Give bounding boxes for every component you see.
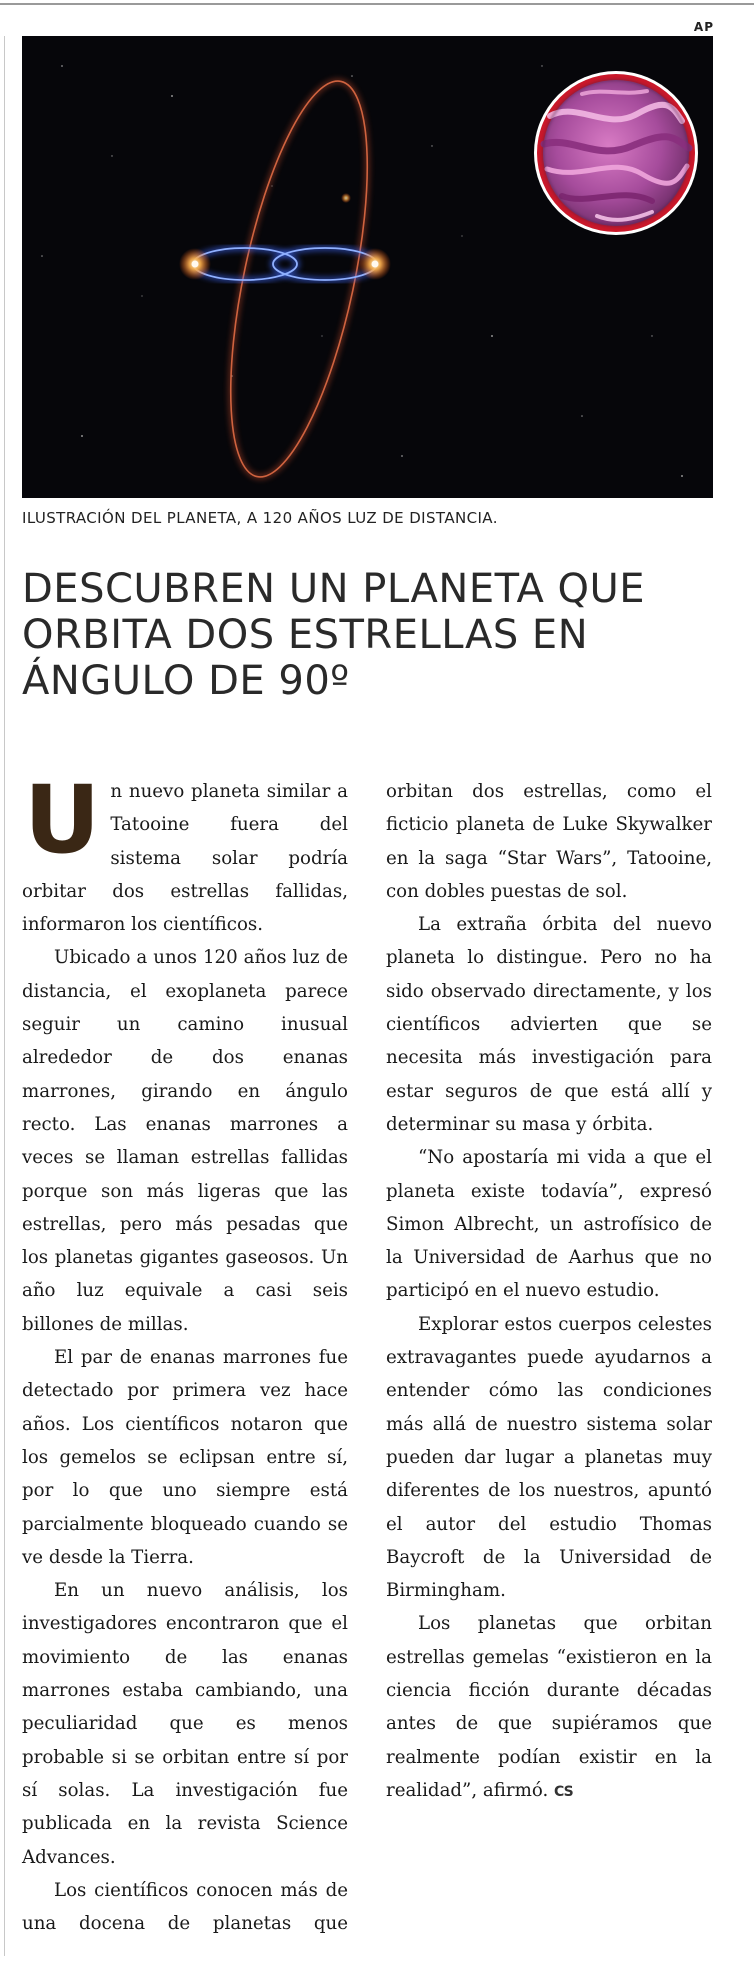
article-body xyxy=(22,766,712,1955)
article-paragraph: En un nuevo análisis, los investigadores encontraron que el movimiento de las enanas marrones estaba cambiando, una peculiaridad que es menos probable si se orbitan entre sí por sí solas. La investigación fue publicada en la revista Science Advances. xyxy=(22,1580,348,1868)
photo-credit: AP xyxy=(693,20,714,34)
article-paragraph: Ubicado a unos 120 años luz de distancia, el exoplaneta parece seguir un camino inusual alrededor de dos enanas marrones, girando en ángulo recto. Las enanas marrones a veces se llaman estrellas fallidas porque son más ligeras que las estrellas, pero más pesadas que los planetas gigantes gaseosos. Un año luz equivale a casi seis billones de millas. xyxy=(22,947,348,1335)
photo-caption: ILUSTRACIÓN DEL PLANETA, A 120 AÑOS LUZ DE DISTANCIA. xyxy=(22,509,498,527)
article-paragraph: Los científicos conocen más de una docena de planetas que orbitan dos estrellas, como el ficticio planeta de Luke Skywalker en la saga “Star Wars”, Tatooine, con dobles puestas de sol. xyxy=(22,781,712,1935)
article-paragraph: El par de enanas marrones fue detectado por primera vez hace años. Los científicos notaron que los gemelos se eclipsan entre sí, por lo que uno siempre está parcialmente bloqueado cuando se ve desde la Tierra. xyxy=(22,1347,348,1568)
planet-illustration xyxy=(22,36,713,498)
headline: DESCUBREN UN PLANETA QUE ORBITA DOS ESTRELLAS EN ÁNGULO DE 90º xyxy=(22,566,646,704)
top-rule xyxy=(0,3,754,5)
article-paragraph: La extraña órbita del nuevo planeta lo distingue. Pero no ha sido observado directamente, y los científicos advierten que se necesita más investigación para estar seguros de que está allí y determinar su masa y órbita. xyxy=(386,914,712,1135)
last-paragraph-text: Los planetas que orbitan estrellas gemelas “existieron en la ciencia ficción durante décadas antes de que supiéramos que realmente podían existir en la realidad”, afirmó. xyxy=(386,1613,712,1801)
end-mark-icon: CS xyxy=(554,1783,573,1800)
article-paragraph: Explorar estos cuerpos celestes extravagantes puede ayudarnos a entender cómo las condiciones más allá de nuestro sistema solar pueden dar lugar a planetas muy diferentes de los nuestros, apuntó el autor del estudio Thomas Baycroft de la Universidad de Birmingham. xyxy=(386,1313,712,1602)
column-rule xyxy=(4,36,5,1956)
drop-cap: U xyxy=(24,766,101,875)
article-paragraph xyxy=(22,766,348,941)
article-paragraph xyxy=(386,1607,712,1809)
article-paragraph: “No apostaría mi vida a que el planeta existe todavía”, expresó Simon Albrecht, un astrofísico de la Universidad de Aarhus que no participó en el nuevo estudio. xyxy=(386,1147,712,1302)
orbit-illustration xyxy=(22,36,713,498)
first-paragraph-text: n nuevo planeta similar a Tatooine fuera del sistema solar podría orbitar dos estrellas fallidas, informaron los científicos. xyxy=(22,781,348,936)
